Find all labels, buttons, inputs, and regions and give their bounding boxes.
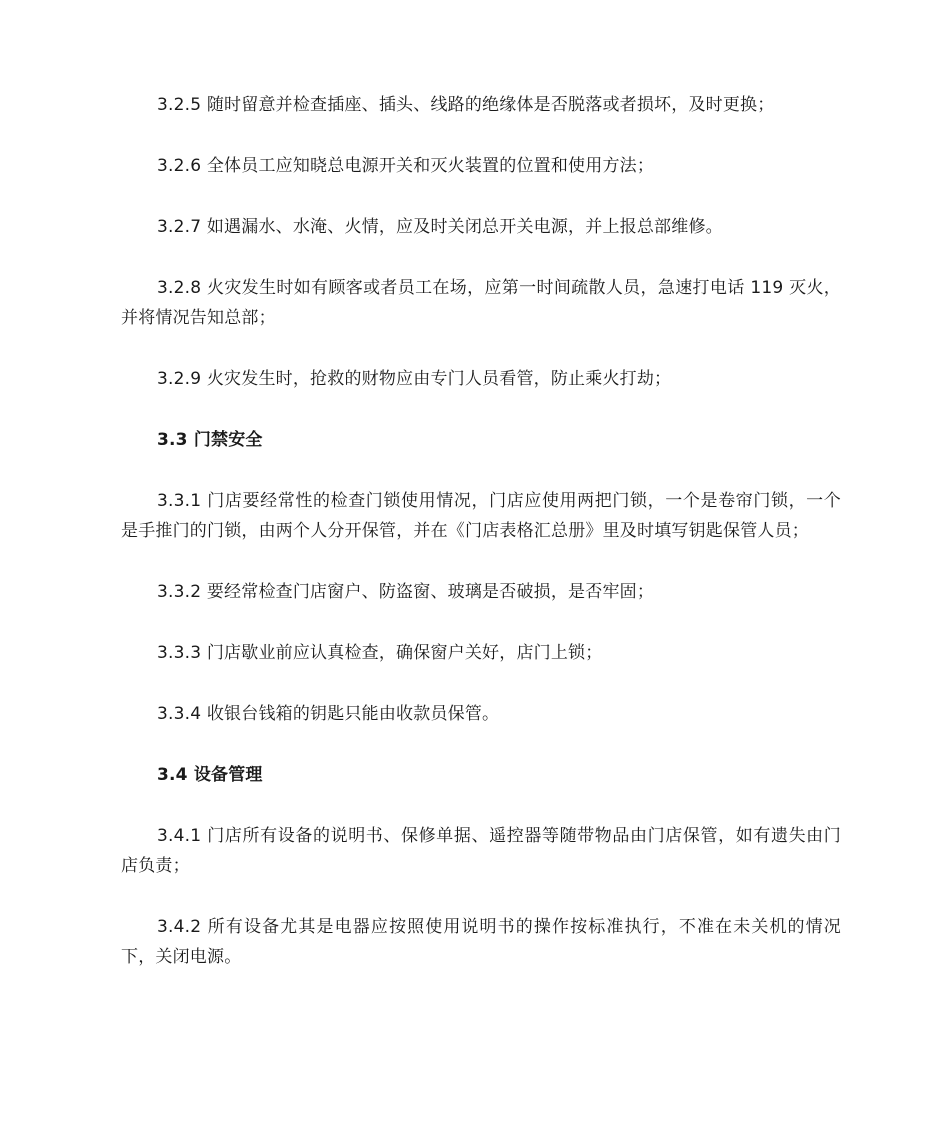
paragraph-3-3-2: 3.3.2 要经常检查门店窗户、防盗窗、玻璃是否破损，是否牢固； (157, 582, 655, 602)
section-heading-3-4: 3.4 设备管理 (157, 765, 263, 785)
document-page (121, 90, 841, 1003)
paragraph-3-2-7: 3.2.7 如遇漏水、水淹、火情，应及时关闭总开关电源，并上报总部维修。 (157, 217, 723, 237)
paragraph-3-4-2: 3.4.2 所有设备尤其是电器应按照使用说明书的操作按标准执行，不准在未关机的情况下，关闭电源。 (121, 917, 841, 967)
paragraph-3-2-6: 3.2.6 全体员工应知晓总电源开关和灭火装置的位置和使用方法； (157, 156, 655, 176)
paragraph-3-3-1: 3.3.1 门店要经常性的检查门锁使用情况，门店应使用两把门锁，一个是卷帘门锁，一个是手推门的门锁，由两个人分开保管，并在《门店表格汇总册》里及时填写钥匙保管人员； (121, 491, 841, 541)
paragraph-3-2-5: 3.2.5 随时留意并检查插座、插头、线路的绝缘体是否脱落或者损坏，及时更换； (157, 95, 775, 115)
paragraph-3-3-3: 3.3.3 门店歇业前应认真检查，确保窗户关好，店门上锁； (157, 643, 603, 663)
paragraph-3-3-4: 3.3.4 收银台钱箱的钥匙只能由收款员保管。 (157, 704, 500, 724)
paragraph-3-2-8: 3.2.8 火灾发生时如有顾客或者员工在场，应第一时间疏散人员，急速打电话 119 灭火，并将情况告知总部； (121, 278, 841, 328)
section-heading-3-3: 3.3 门禁安全 (157, 430, 263, 450)
paragraph-3-2-9: 3.2.9 火灾发生时，抢救的财物应由专门人员看管，防止乘火打劫； (157, 369, 672, 389)
paragraph-3-4-1: 3.4.1 门店所有设备的说明书、保修单据、遥控器等随带物品由门店保管，如有遗失由门店负责； (121, 826, 841, 876)
